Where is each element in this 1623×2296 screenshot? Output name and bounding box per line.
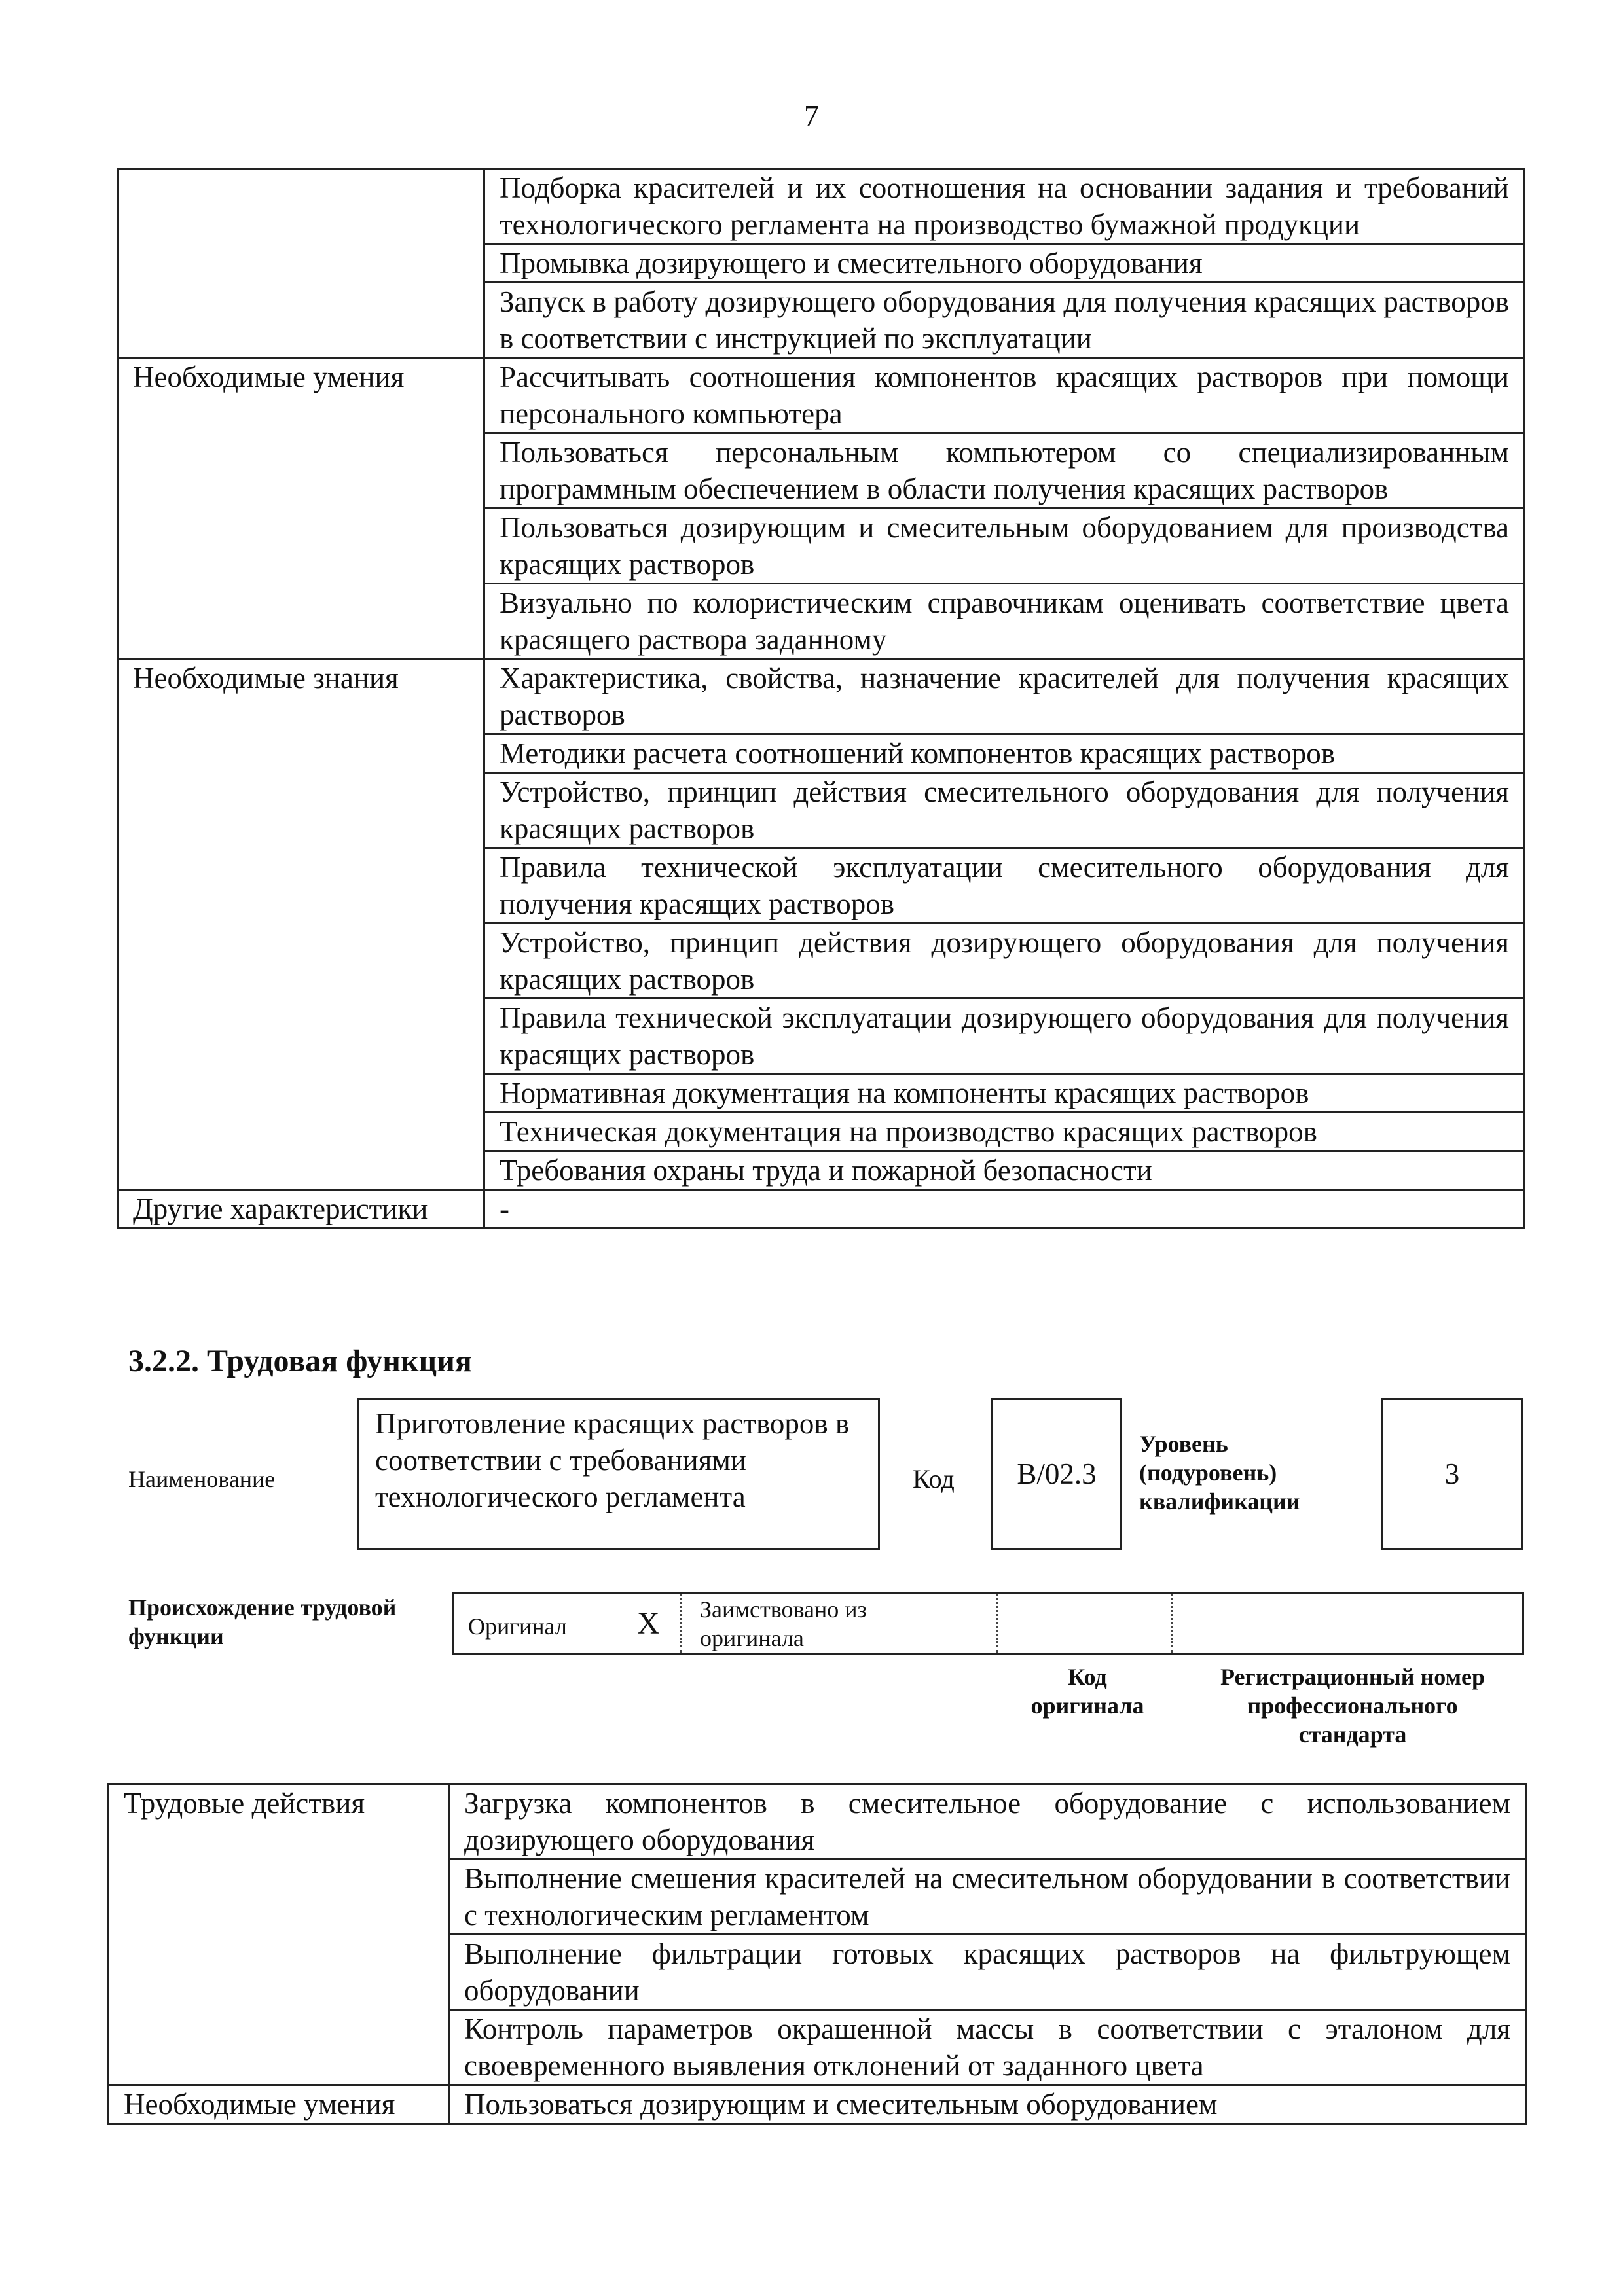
table-cell: Характеристика, свойства, назначение красителей для получения красящих растворов (484, 659, 1525, 734)
table-row (118, 169, 1525, 244)
table1-body (118, 169, 1525, 1229)
borrowed-label: Заимствовано из оригинала (700, 1596, 867, 1651)
table-cell: Загрузка компонентов в смесительное оборудование с использованием дозирующего оборудования (449, 1784, 1526, 1859)
code-label: Код (913, 1464, 955, 1494)
table-row (109, 2085, 1526, 2124)
table-cell: Пользоваться дозирующим и смесительным оборудованием для производства красящих растворов (484, 509, 1525, 584)
table-cell: Правила технической эксплуатации дозирующего оборудования для получения красящих растворов (484, 999, 1525, 1074)
function-name-box: Приготовление красящих растворов в соответствии с требованиями технологического регламента (357, 1398, 880, 1550)
original-code-caption: Код оригинала (1030, 1664, 1144, 1719)
table-row (118, 1190, 1525, 1229)
table2-body (109, 1784, 1526, 2124)
table-cell: Рассчитывать соотношения компонентов красящих растворов при помощи персонального компьютера (484, 358, 1525, 433)
section-title: 3.2.2. Трудовая функция (128, 1344, 472, 1378)
page-number: 7 (804, 99, 819, 132)
level-value-box: 3 (1381, 1398, 1523, 1550)
table-cell: Пользоваться персональным компьютером со специализированным программным обеспечением в области получения красящих растворов (484, 433, 1525, 509)
origin-row (452, 1592, 1524, 1655)
separator (1171, 1594, 1173, 1653)
table-cell: Пользоваться дозирующим и смесительным оборудованием (449, 2085, 1526, 2124)
row-group-label (118, 169, 484, 358)
name-label: Наименование (128, 1466, 276, 1492)
original-mark: X (637, 1606, 660, 1641)
row-group-label: Другие характеристики (118, 1190, 484, 1229)
table-row (109, 1784, 1526, 1859)
origin-label: Происхождение трудовой функции (128, 1594, 397, 1649)
table-row (118, 358, 1525, 433)
row-group-label: Необходимые умения (118, 358, 484, 659)
table-cell: Контроль параметров окрашенной массы в соответствии с эталоном для своевременного выявления отклонений от заданного цвета (449, 2010, 1526, 2085)
table-cell: Выполнение смешения красителей на смесительном оборудовании в соответствии с технологическим регламентом (449, 1859, 1526, 1935)
table-cell: Техническая документация на производство красящих растворов (484, 1113, 1525, 1151)
table-cell: Устройство, принцип действия дозирующего оборудования для получения красящих растворов (484, 924, 1525, 999)
table-cell: Визуально по колористическим справочникам оценивать соответствие цвета красящего раствора заданному (484, 584, 1525, 659)
table-cell: Выполнение фильтрации готовых красящих растворов на фильтрующем оборудовании (449, 1935, 1526, 2010)
table-cell: Подборка красителей и их соотношения на основании задания и требований технологического регламента на производство бумажной продукции (484, 169, 1525, 244)
reg-number-caption: Регистрационный номер профессионального стандарта (1220, 1664, 1486, 1748)
code-value-box: B/02.3 (991, 1398, 1122, 1550)
table-cell: Требования охраны труда и пожарной безопасности (484, 1151, 1525, 1190)
labor-actions-table (107, 1783, 1527, 2125)
table-cell: - (484, 1190, 1525, 1229)
skills-knowledge-table (117, 168, 1525, 1229)
row-group-label: Трудовые действия (109, 1784, 449, 2085)
row-group-label: Необходимые знания (118, 659, 484, 1190)
table-cell: Запуск в работу дозирующего оборудования для получения красящих растворов в соответствии с инструкцией по эксплуатации (484, 283, 1525, 358)
table-cell: Устройство, принцип действия смесительного оборудования для получения красящих растворов (484, 773, 1525, 848)
row-group-label: Необходимые умения (109, 2085, 449, 2124)
original-label: Оригинал (468, 1613, 567, 1640)
separator (996, 1594, 998, 1653)
table-cell: Правила технической эксплуатации смесительного оборудования для получения красящих растворов (484, 848, 1525, 924)
table-cell: Нормативная документация на компоненты красящих растворов (484, 1074, 1525, 1113)
table-cell: Промывка дозирующего и смесительного оборудования (484, 244, 1525, 283)
table-row (118, 659, 1525, 734)
level-label: Уровень (подуровень) квалификации (1139, 1431, 1300, 1515)
separator (680, 1594, 682, 1653)
table-cell: Методики расчета соотношений компонентов красящих растворов (484, 734, 1525, 773)
